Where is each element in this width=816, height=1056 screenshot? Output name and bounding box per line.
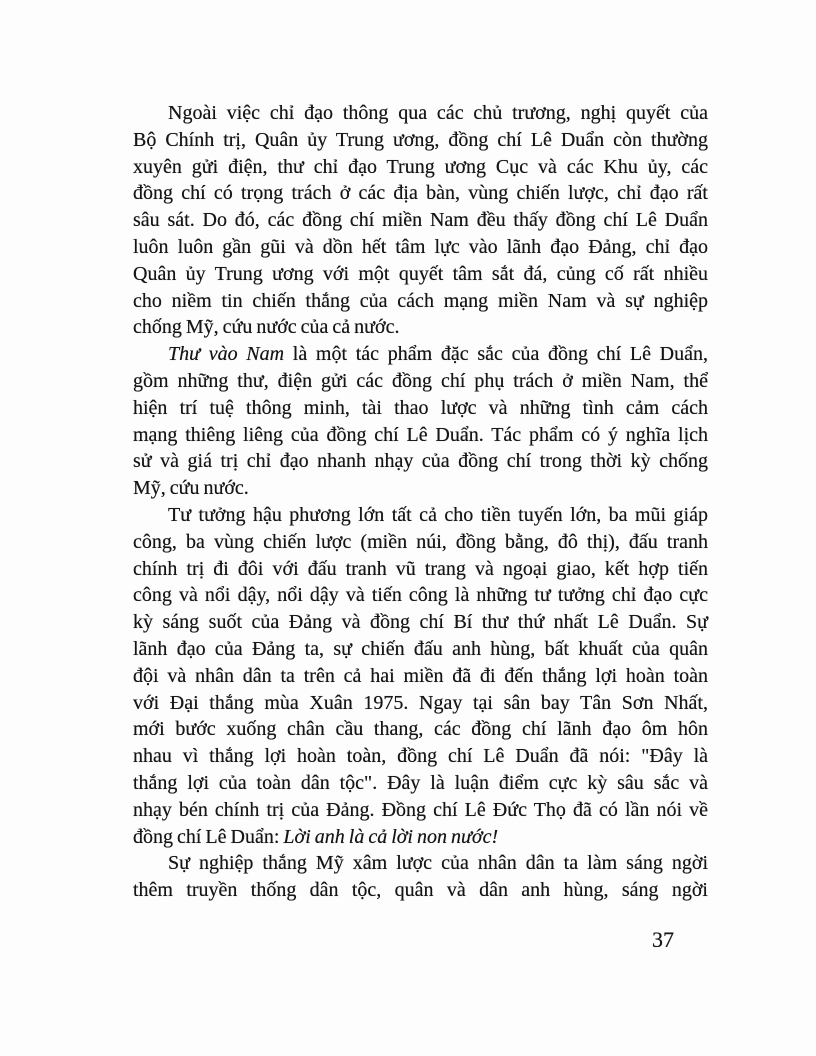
page-number: 37	[652, 927, 674, 952]
paragraph	[133, 341, 708, 502]
text-line	[133, 368, 708, 395]
text-line	[133, 100, 708, 127]
body-text: Ngoài việc chỉ đạo thông qua các chủ trương, nghị quyết của	[168, 102, 708, 124]
text-line	[133, 261, 708, 288]
text-line	[133, 663, 708, 690]
text-line	[133, 314, 708, 341]
body-text: xuyên gửi điện, thư chỉ đạo Trung ương Cục và các Khu ủy, các	[133, 155, 708, 178]
body-text: gồm những thư, điện gửi các đồng chí phụ trách ở miền Nam, thể	[133, 369, 708, 392]
paragraph	[133, 100, 708, 341]
body-text: mạng thiêng liêng của đồng chí Lê Duẩn. Tác phẩm có ý nghĩa lịch	[133, 423, 708, 446]
body-text: đồng chí có trọng trách ở các địa bàn, vùng chiến lược, chỉ đạo rất	[133, 182, 708, 205]
body-text: sử và giá trị chỉ đạo nhanh nhạy của đồng chí trong thời kỳ chống	[133, 450, 708, 473]
text-line	[133, 341, 708, 368]
text-line	[133, 770, 708, 797]
body-text: hiện trí tuệ thông minh, tài thao lược và những tình cảm cách	[133, 396, 708, 419]
text-line	[133, 850, 708, 877]
text-line	[133, 395, 708, 422]
text-line	[133, 502, 708, 529]
italic-text: Thư vào Nam	[168, 343, 285, 366]
body-text: Sự nghiệp thắng Mỹ xâm lược của nhân dân ta làm sáng ngời	[168, 852, 708, 875]
body-text: Mỹ, cứu nước.	[133, 477, 249, 500]
text-line	[133, 877, 708, 904]
text-line	[133, 422, 708, 449]
text-line	[133, 824, 708, 851]
text-line	[133, 529, 708, 556]
text-line	[133, 556, 708, 583]
body-text: công và nổi dậy, nổi dậy và tiến công là những tư tưởng chỉ đạo cực	[133, 584, 708, 607]
text-line	[133, 154, 708, 181]
text-line	[133, 448, 708, 475]
italic-text: Lời anh là cả lời non nước!	[283, 825, 499, 848]
body-text: nhau vì thắng lợi hoàn toàn, đồng chí Lê Duẩn đã nói: "Đây là	[133, 745, 708, 768]
body-text: nhạy bén chính trị của Đảng. Đồng chí Lê Đức Thọ đã có lần nói về	[133, 798, 708, 821]
text-line	[133, 609, 708, 636]
page-text	[133, 100, 708, 904]
body-text: với Đại thắng mùa Xuân 1975. Ngay tại sân bay Tân Sơn Nhất,	[133, 691, 708, 714]
paragraph	[133, 502, 708, 850]
body-text: thắng lợi của toàn dân tộc". Đây là luận điểm cực kỳ sâu sắc và	[133, 771, 708, 794]
paragraph	[133, 850, 708, 904]
body-text: luôn luôn gần gũi và dồn hết tâm lực vào lãnh đạo Đảng, chỉ đạo	[133, 235, 708, 258]
text-line	[133, 690, 708, 717]
body-text: sâu sát. Do đó, các đồng chí miền Nam đều thấy đồng chí Lê Duẩn	[133, 209, 708, 232]
text-line	[133, 582, 708, 609]
body-text: thêm truyền thống dân tộc, quân và dân anh hùng, sáng ngời	[133, 879, 708, 902]
text-line	[133, 180, 708, 207]
text-line	[133, 716, 708, 743]
body-text: Quân ủy Trung ương với một quyết tâm sắt đá, củng cố rất nhiều	[133, 262, 708, 285]
body-text: là một tác phẩm đặc sắc của đồng chí Lê Duẩn,	[284, 343, 708, 366]
body-text: Bộ Chính trị, Quân ủy Trung ương, đồng chí Lê Duẩn còn thường	[133, 128, 708, 151]
text-line	[133, 797, 708, 824]
text-line	[133, 127, 708, 154]
body-text: Tư tưởng hậu phương lớn tất cả cho tiền tuyến lớn, ba mũi giáp	[168, 503, 708, 526]
text-line	[133, 207, 708, 234]
body-text: lãnh đạo của Đảng ta, sự chiến đấu anh hùng, bất khuất của quân	[133, 637, 708, 660]
text-line	[133, 234, 708, 261]
text-line	[133, 636, 708, 663]
body-text: cho niềm tin chiến thắng của cách mạng miền Nam và sự nghiệp	[133, 289, 708, 312]
body-text: mới bước xuống chân cầu thang, các đồng chí lãnh đạo ôm hôn	[133, 718, 708, 741]
body-text: kỳ sáng suốt của Đảng và đồng chí Bí thư thứ nhất Lê Duẩn. Sự	[133, 611, 708, 634]
text-line	[133, 475, 708, 502]
body-text: chính trị đi đôi với đấu tranh vũ trang và ngoại giao, kết hợp tiến	[133, 557, 708, 580]
body-text: công, ba vùng chiến lược (miền núi, đồng bằng, đô thị), đấu tranh	[133, 530, 708, 553]
body-text: đội và nhân dân ta trên cả hai miền đã đi đến thắng lợi hoàn toàn	[133, 664, 708, 687]
text-line	[133, 743, 708, 770]
body-text: đồng chí Lê Duẩn:	[133, 825, 284, 848]
body-text: chống Mỹ, cứu nước của cả nước.	[133, 316, 400, 339]
text-line	[133, 288, 708, 315]
